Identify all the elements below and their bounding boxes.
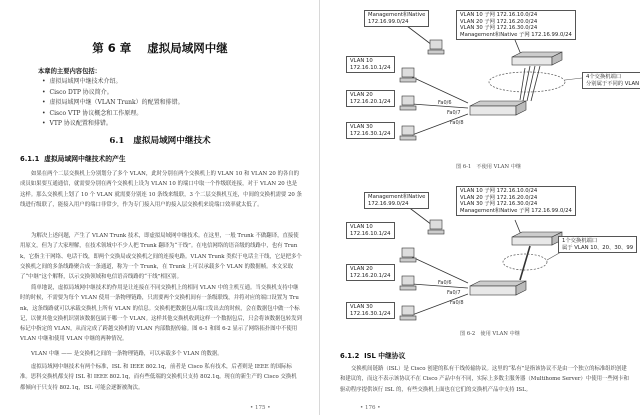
section-title [0,134,320,146]
figure-caption: 图 6-2 使用 VLAN 中继 [460,331,520,337]
switch-icon [512,232,562,245]
vlan-subnet-box: VLAN 10 子网 172.16.10.0/24 VLAN 20 子网 172.16.20.0/24 VLAN 30 子网 172.16.30.0/24 Management和Native 子网 172.16.99.0/24 [456,186,576,216]
chapter-number: 第 6 章 [92,41,132,55]
body-paragraph: 虚拟局域网中继技术有两个标准，ISL 和 IEEE 802.1q，前者是 Cisco 私有技术，后者则是 IEEE 的国际标准。思科交换机都支持 ISL 和 IEEE 802.1q，而有些低端的交换机只支持 802.1q。现在的新生产的 Cisco 交换机都倾向于只支持 802.1q，ISL 可能会逐渐被淘汰。 [20,364,297,391]
figure-6-1 [320,0,640,175]
subsection-number: 6.1.1 [20,155,40,163]
right-page [320,0,640,415]
subsection-name: ISL 中继协议 [364,352,406,360]
port-note: 4个交换机端口 分别属于不同的 VLAN [582,72,640,89]
pc-icon [400,276,416,290]
pc-label-vlan20: VLAN 20 172.16.20.1/24 [346,264,395,281]
pc-icon [428,220,444,234]
subsection-name: 虚拟局域网中继技术的产生 [44,155,126,163]
intro-label: 本章的主要内容包括： [38,68,101,75]
section-number: 6.1 [109,136,125,146]
body-paragraph: VLAN 中继 —— 是交换机之间的一条物理链路，可以承载多个 VLAN 的数据。 [31,351,223,357]
switch-icon [512,52,562,65]
body-paragraph: 交换机间链路（ISL）是 Cisco 创建的私有干线传输协议。这里的“私有”是指该协议不是由一个独立的标准组织创建和建议的，而这不表示该协议不在 Cisco 产品中有不同，实际上多数主服务器（Multihome Server）中使用一些网卡和驱动程序提供该行 ISL 的，有些交换机上面也在它们的交换机产品中支持 ISL。 [340,366,629,393]
pc-label-vlan30: VLAN 30 172.16.30.1/24 [346,302,395,319]
figure-caption: 图 6-1 不使用 VLAN 中继 [456,164,522,170]
intro-item: • 虚拟局域网中继技术介绍。 [42,77,184,88]
port-label: Fa0/6 [438,280,452,286]
port-label: Fa0/7 [447,110,461,116]
subsection-title [340,350,405,360]
body-paragraph: 如果在两个二层交换机上分别划分了多个 VLAN，此时分别在两个交换机上的 VLAN 10 和 VLAN 20 的各自的成员如果要互通通信，就需要分别在两个交换机上设为 VLAN 10 的端口中取一个作级联连接，对于 VLAN 20 也是这样。那么交换机上划了 10 个 VLAN 就需要分别连 10 条线来级联，3 个二层交换机互连，中间的交换机需要 20 条线进行级联了，能接入用户的端口非常少，作为专门接入用户的接入层交换机来说端口效率就太低了。 [20,171,302,208]
pc-icon [428,40,444,54]
subsection-number: 6.1.2 [340,352,360,360]
intro-item: • VTP 协议配置和排错。 [42,119,184,130]
pc-label-vlan10: VLAN 10 172.16.10.1/24 [346,222,395,239]
pc-icon [400,96,416,110]
mgmt-node: Management和Native 172.16.99.0/24 [364,192,429,209]
port-label: Fa0/6 [438,100,452,106]
port-label: Fa0/8 [450,300,464,306]
switch-icon [470,101,526,115]
subsection-title [20,153,126,163]
intro-item: • Cisco DTP 协议简介。 [42,88,184,99]
pc-label-vlan20: VLAN 20 172.16.20.1/24 [346,90,395,107]
page-number: • 175 • [250,405,271,411]
chapter-name: 虚拟局域网中继 [147,41,228,55]
vlan-subnet-box: VLAN 10 子网 172.16.10.0/24 VLAN 20 子网 172.16.20.0/24 VLAN 30 子网 172.16.30.0/24 Management和Native 子网 172.16.99.0/24 [456,10,576,40]
body-paragraph: 为解决上述问题，产生了 VLAN Trunk 技术，即虚拟局域网中继技术。在这里，一般 Trunk 不做翻译，直接使用原文，但为了大家理解，在技术领域中不少人把 Trunk 翻译为“干线”。在电信网络的语音级的线路中，也有 Trunk，它指主干网络、电话干线，即两个交换局或交换机之间的连接电路。VLAN Trunk 类似于电话主干线，它是把多个交换机之间的多条线路聚合成一条通道，称为一个 Trunk，在 Trunk 上可以承载多个 VLAN 的数据帧。本文采取了“中继”这个解释，以示交换领域和电信语音线路的“干线”相区别。 [20,233,302,281]
switch-icon [470,281,526,295]
pc-label-vlan30: VLAN 30 172.16.30.1/24 [346,122,395,139]
port-note: 1个交换机端口 属于 VLAN 10、20、30、99 [558,236,637,253]
mgmt-node: Management和Native 172.16.99.0/24 [364,10,429,27]
figure-6-2 [320,180,640,340]
page-number: • 176 • [360,405,381,411]
intro-item: • Cisco VTP 协议概念和工作原理。 [42,109,184,120]
port-label: Fa0/7 [447,290,461,296]
pc-label-vlan10: VLAN 10 172.16.10.1/24 [346,56,395,73]
pc-icon [400,306,416,320]
body-paragraph: 简单地说，虚拟局域网中继技术的作用是让连接在不同交换机上的相同 VLAN 中的主机互通。当交换机支持中继时的时候，不需要为每个 VLAN 使用一条物理链路，只需要两个交换机间有一条级联线，并将对应的端口设置为 Trunk，这条线路就可以承载交换机上所有 VLAN 的信息。交换机把数据包从端口发出去的时候，会在数据包中做一个标记，以便其他交换机识别该数据包属于哪一个 VLAN。这样其他交换机收到这样一个数据包后，只会将该数据包转发到标记中指定的 VLAN，从而完成了跨越交换机的 VLAN 内部数据传输。图 6-1 和图 6-2 显示了网络拓扑图中不使用 VLAN 中继和使用 VLAN 中继的两种情况。 [20,285,302,343]
section-name: 虚拟局域网中继技术 [133,136,211,146]
pc-icon [400,126,416,140]
chapter-title [0,40,320,56]
pc-icon [400,68,416,82]
port-label: Fa0/8 [450,120,464,126]
intro-list [42,77,184,130]
intro-item: • 虚拟局域网中继（VLAN Trunk）的配置和排错。 [42,98,184,109]
pc-icon [400,248,416,262]
